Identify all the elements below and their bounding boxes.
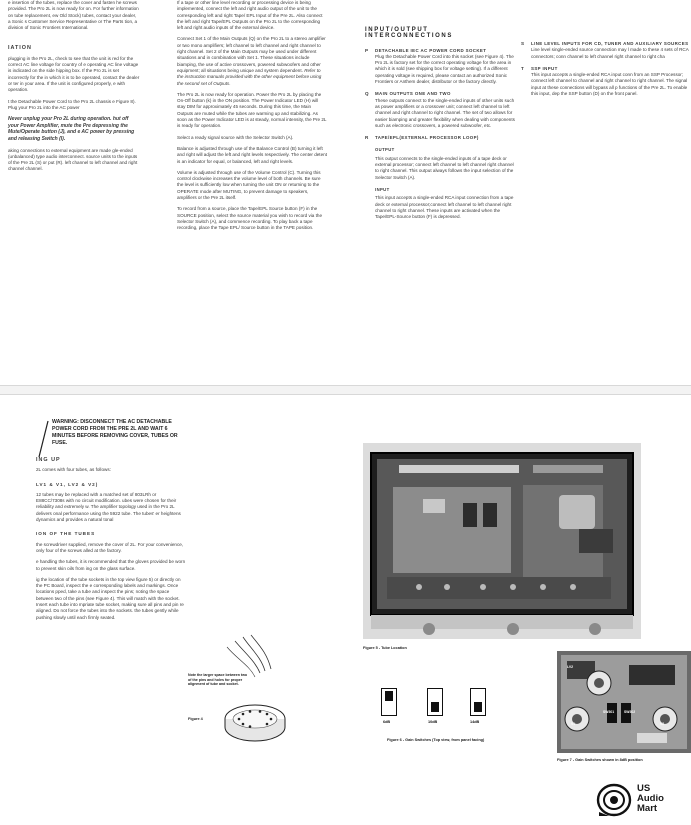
us-audio-mart-logo <box>595 780 687 820</box>
output-heading: OUTPUT <box>375 147 395 153</box>
paragraph <box>177 36 327 86</box>
item-letter: T <box>521 65 524 71</box>
connection-item-p <box>365 48 517 86</box>
warning-text: Never unplug your Pro 2L during operation. hut off your Power Amplifier, mute the Pre depressing the Mute/Operate button (J), and e AC power by pressing and releasing Switch (I). <box>8 116 135 142</box>
column-tubes <box>36 419 186 626</box>
paragraph: the screwdriver supplied, remove the cover of 2L. For your convenience, only four of the screws alled at the factory. <box>36 541 184 553</box>
column-1 <box>8 0 140 178</box>
logo-word-mart: Mart <box>637 803 658 814</box>
section-heading: ION OF THE TUBES <box>36 531 96 537</box>
item-letter: R <box>365 135 369 141</box>
connection-item-s <box>521 41 691 60</box>
paragraph: To record from a source, place the Tape/EPL Source button (F) in the SOURCE position, select the source material you wish to record via the Selector Switch (A), and commence recording. To play back a tape recording, place the Tape EPL/ Source button in the TAPE position. <box>177 206 323 231</box>
tube-socket-illustration <box>215 633 305 743</box>
column-2 <box>177 0 327 237</box>
section-heading: LV1 & V1, LV2 & V2) <box>36 481 99 487</box>
pcb-closeup-photo <box>557 651 691 753</box>
fig4-note: Note the larger space between two of the pins and holes for proper alignment of tube and socket. <box>188 673 248 687</box>
fig4-caption: Figure 4 <box>188 717 203 721</box>
item-heading: MAIN OUTPUTS ONE AND TWO <box>375 91 451 97</box>
gain-switch-10db <box>427 688 443 716</box>
chassis-top-view-photo <box>363 443 641 639</box>
paragraph: t the Detachable Power Cord to the Pro 2L chassis e Figure 8). Plug your Pro 2L into the AC power <box>8 98 136 110</box>
input-heading: INPUT <box>375 186 390 192</box>
input-text: This input accepts a single-ended RCA input connection from a tape deck or external processor;connect left channel to left channel right channel to right channel. These inputs are activated when the Tape/EPL-Source button (F) is depressed. <box>375 195 514 220</box>
paragraph-italic: Refer to the instruction manuals provided with the other equipment before using the second set of Outputs. <box>177 67 322 86</box>
manual-page-top <box>0 0 691 385</box>
paragraph: The Pro 2L is now ready for operation. Power the Pro 2L by placing the On-Off button (k) in the ON position. The Power Indicator LED (H) will stay DIM for approximately 45 seconds. During this time, the Main Outputs are muted while the tubes are warming up and stabilizing. As soon as the Power Indicator LED is at steady, normal intensity, the Pre 2L is ready for operation. <box>177 91 327 129</box>
fig6-caption: Figure 6 - Gain Switches (Top view, from panel facing) <box>387 738 485 742</box>
fig5-caption: Figure 5 - Tube Location <box>363 646 407 650</box>
switch-label: 6dB <box>383 720 391 724</box>
paragraph: ig the location of the tube sockets in the top view figure 5) or directly on the PC Board, inspect the e corresponding labels and markings. Once locations pped, take a tube and inspect the pins; noting the space between two of the pins (see Figure 4). This will match with the socket. Insert each tube into mpriate tube socket, making sure all pins and pin re aligned. Do not force the tubes into the sockets. the tubes gently while pushing slowly until each firmly seated. <box>36 576 184 620</box>
switch-label: 10dB <box>428 720 438 724</box>
paragraph: 12 tubes may be replaced with a matched set of 803LRh or E88CC/7308s with no circuit modification. ubes were chosen for their reliability and extremely w. The amplifier topology used in the Pro 2L delivers onal performance using the 5922 tube. The tubes' er heightens dynamics and provides a natural tonal <box>36 491 181 523</box>
logo-word-us: US <box>637 783 651 794</box>
fig7-label: V1 <box>571 722 576 726</box>
item-heading: SSP INPUT <box>531 65 558 71</box>
warning-box <box>36 419 186 447</box>
switch-label: 14dB <box>470 720 480 724</box>
connection-item-r <box>365 135 517 220</box>
warning-slash-icon <box>36 419 50 459</box>
fig7-caption: Figure 7 - Gain Switches shown in 8dB position <box>557 758 643 762</box>
paragraph: plugging in the Pro 2L, check to see that the unit is red for the correct AC line voltage for country of e operating AC line voltage is indicated on the side hipping box. If the Pro 2L is set incorrectly for the in which it is to be operated, contact the dealer or ter in your area. If the unit is configured properly, e with operation. <box>8 55 140 93</box>
column-4 <box>521 41 691 103</box>
connection-item-q <box>365 91 517 129</box>
paragraph: Volume is adjusted through use of the Volume Control (C). Turning this control clockwise increases the volume level of both channels. Be sure the level is sufficiently low when turning the unit ON or returning to the OPERATE mode after MUTING, to prevent damage to speakers, amplifiers or the Pre 2L itself. <box>177 169 321 201</box>
section-title: INPUT/OUTPUT INTERCONNECTIONS <box>365 27 453 40</box>
paragraph: e handling the tubes, it is recommended that the gloves provided be worn to prevent skin oils from ing on the glass surface. <box>36 559 186 571</box>
paragraph-text: Connect Set 1 of the Main Outputs (Q) on the Pro 2L to a stereo amplifier or two mono amplifiers; left channel to left channel and right channel to right channel. Set 2 of the Main Outputs may be used under different situations and in combination with Set 1. These situations include biamping, the use of active crossovers, powered subwoofers and other equipment; all situations being unique and system dependent. <box>177 36 326 73</box>
item-text: These outputs connect to the single-ended inputs of other units such as power amplifiers or a crossover unit; connect left channel to left channel and right channel to right channel. The set of two allows for easier biamping and greater flexibility when dealing with components such as electronic crossovers, a powered subwoofer, etc. <box>375 97 515 128</box>
item-letter: S <box>521 41 525 46</box>
paragraph: If a tape or other line level recording or processing device is being implemented, connect the left and right audio output of the unit to the corresponding left and right Tape/ EPL Input of the Pre 2L. Also connect the left and right Tape/EPL Outputs on the Pro 2L to the corresponding left and right audio inputs of the external device. <box>177 0 323 31</box>
paragraph: 2L comes with four tubes, as follows: <box>36 467 111 473</box>
column-3 <box>365 27 517 226</box>
fig7-label: V2 <box>660 722 665 726</box>
item-text: Plug the Detachable Power Cord into this socket (see Figure 4). The Pro 2L is factory set for the correct operating voltage for the area in which it is sold (see shipping box for voltage setting). If a different operating voltage is required, please contact an authorized Sonic Frontiers or Anthem dealer, distributor or the factory directly. <box>375 53 514 85</box>
item-letter: Q <box>365 91 369 97</box>
fig7-label: SW301 <box>603 710 615 714</box>
item-heading: LINE LEVEL INPUTS FOR CD, TUNER AND AUXILIARY SOURCES <box>531 41 689 46</box>
section-heading: ING UP <box>36 457 61 463</box>
manual-page-bottom <box>0 395 691 825</box>
speaker-logo-icon <box>595 782 633 818</box>
output-text: This output connects to the single-ended inputs of a tape deck or external processor; connect left channel to left channel right channel to right channel. This output always follows the input selection of the Selector Switch (A). <box>375 155 514 180</box>
item-text: This input accepts a single-ended RCA input conn from an SSP Processor; connect left channel to channel and right channel to right channel. The signal input at these connections will bypass all p functions of the Pre 2L. To enable this input, dep the SSP button (D) on the front panel. <box>531 72 688 97</box>
gain-switch-14db <box>470 688 486 716</box>
logo-word-audio: Audio <box>637 793 664 804</box>
item-letter: P <box>365 47 369 53</box>
item-heading: TAPE/EPL(EXTERNAL PROCESSOR LOOP) <box>375 135 479 141</box>
item-text: Line level single-ended source connection may l made to these 4 sets of RCA connectors; conn channel to left channel right channel to right cha <box>531 47 689 59</box>
paragraph: Select a ready signal source with the Selector Switch (A). <box>177 134 294 140</box>
fig7-label: LV2 <box>567 665 573 669</box>
page-divider <box>0 385 691 395</box>
section-heading: IATION <box>8 45 32 52</box>
item-heading: DETACHABLE IEC AC POWER CORD SOCKET <box>375 47 487 53</box>
gain-switch-6db <box>381 688 397 716</box>
fig7-label: SW302 <box>624 710 636 714</box>
paragraph: Balance is adjusted through use of the Balance Control (B) turning it left and right will adjust the left and right levels respectively. The center detent is an indicator for equal, or balanced, left and right levels. <box>177 145 327 164</box>
paragraph: e insertion of the tubes, replace the cover and fasten he screws provided. The Pro 2L is now ready for on. For further information on tube replacement, ew Old Stock) tubes, contact your dealer, a Sonic s Customer Service Representative or The Parts tion, a division of Sonic Frontiers International. <box>8 0 139 31</box>
warning-text: WARNING: DISCONNECT THE AC DETACHABLE POWER CORD FROM THE PRE 2L AND WAIT 6 MINUTES BEFORE REMOVING COVER, TUBES OR FUSE. <box>52 419 178 446</box>
paragraph: aking connections to external equipment are made gle-ended (unbalanced) type audio interconnect. source units to the inputs of the Pre 2L (S) or put (R). left channel to left channel and right channel channel. <box>8 147 138 172</box>
connection-item-t <box>521 66 691 97</box>
